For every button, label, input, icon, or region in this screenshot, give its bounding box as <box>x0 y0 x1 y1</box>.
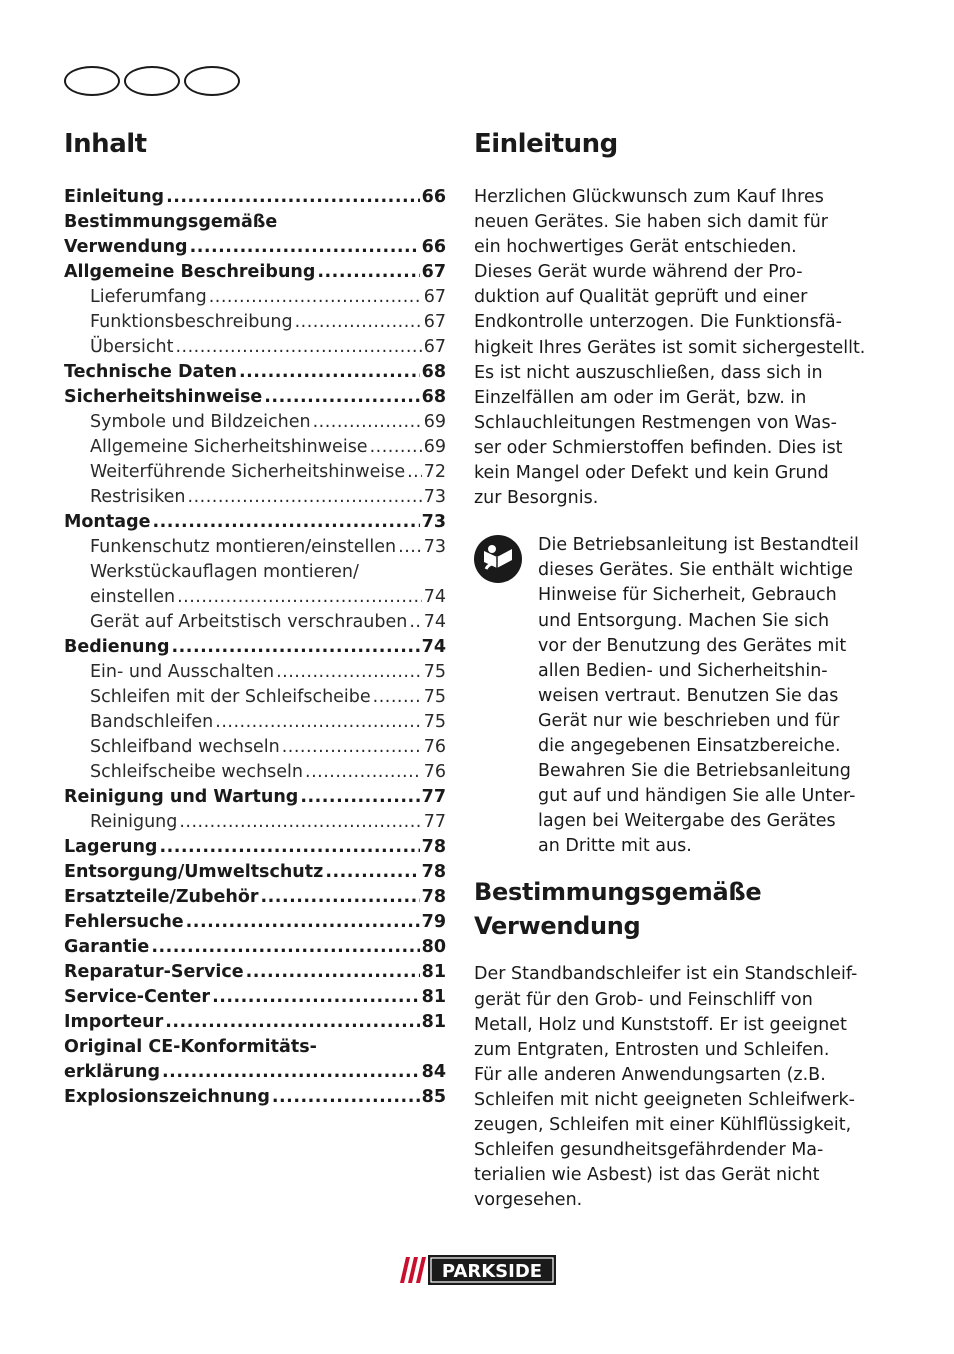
toc-entry-label: Weiterführende Sicherheitshinweise <box>90 462 406 482</box>
toc-entry-page: 67 <box>423 337 446 357</box>
intro-text <box>474 185 866 511</box>
toc-leader-dots <box>151 935 419 960</box>
toc-entry <box>64 260 446 285</box>
toc-entry-label: erklärung <box>64 1062 161 1082</box>
toc-entry-page: 67 <box>423 312 446 332</box>
toc-entry-label: Service-Center <box>64 987 211 1007</box>
toc-entry-page: 75 <box>423 687 446 707</box>
toc-entry-page: 80 <box>421 937 446 957</box>
intro-title: Einleitung <box>474 129 618 159</box>
toc-entry-page: 76 <box>423 762 446 782</box>
toc-entry-label: Bandschleifen <box>90 712 214 732</box>
intro-line: Dieses Gerät wurde während der Pro- <box>474 262 803 283</box>
toc-entry <box>64 610 446 635</box>
usage-line: Für alle anderen Anwendungsarten (z.B. <box>474 1064 826 1085</box>
toc-leader-dots <box>179 810 421 835</box>
notice-line: an Dritte mit aus. <box>538 836 692 857</box>
toc-entry-page: 81 <box>421 962 446 982</box>
toc-entry-page: 78 <box>421 862 446 882</box>
usage-section <box>474 875 866 1213</box>
toc-title: Inhalt <box>64 129 147 159</box>
toc-entry <box>64 885 446 910</box>
toc-leader-dots <box>165 1010 419 1035</box>
toc-entry-page: 75 <box>423 662 446 682</box>
toc-entry <box>64 360 446 385</box>
toc-entry <box>64 760 446 785</box>
usage-line: vorgesehen. <box>474 1190 583 1211</box>
notice-line: vor der Benutzung des Gerätes mit <box>538 635 847 656</box>
toc-entry <box>64 1010 446 1035</box>
toc-entry-label: Lagerung <box>64 837 158 857</box>
toc-leader-dots <box>313 410 422 435</box>
language-oval <box>184 66 240 96</box>
usage-line: zeugen, Schleifen mit einer Kühlflüssigkeit, <box>474 1115 852 1135</box>
language-oval <box>124 66 180 96</box>
toc-leader-dots <box>162 1060 420 1085</box>
manual-notice <box>474 533 866 859</box>
toc-entry-label: Lieferumfang <box>90 287 207 307</box>
notice-line: Die Betriebsanleitung ist Bestandteil <box>538 535 859 556</box>
toc-entry <box>64 210 446 235</box>
toc-entry-label: Schleifscheibe wechseln <box>90 762 303 782</box>
toc-entry <box>64 660 446 685</box>
notice-line: Bewahren Sie die Betriebsanleitung <box>538 761 851 782</box>
toc-entry <box>64 685 446 710</box>
toc-leader-dots <box>246 960 420 985</box>
toc-entry-page: 79 <box>421 912 446 932</box>
logo-text: PARKSIDE <box>441 1261 543 1282</box>
toc-entry-label: einstellen <box>90 587 176 607</box>
toc-entry-page: 78 <box>421 837 446 857</box>
usage-line: Metall, Holz und Kunststoff. Er ist geeignet <box>474 1014 847 1035</box>
toc-entry-label: Schleifband wechseln <box>90 737 280 757</box>
toc-leader-dots <box>261 885 420 910</box>
toc-entry-page: 69 <box>423 437 446 457</box>
parkside-logo <box>398 1255 556 1285</box>
toc-leader-dots <box>188 485 422 510</box>
toc-entry-label: Fehlersuche <box>64 912 184 932</box>
toc-entry <box>64 585 446 610</box>
usage-title-line: Bestimmungsgemäße <box>474 878 762 907</box>
toc-entry-label: Montage <box>64 512 151 532</box>
toc-entry <box>64 335 446 360</box>
language-oval <box>64 66 120 96</box>
toc-entry-label: Funktionsbeschreibung <box>90 312 293 332</box>
usage-line: Schleifen mit nicht geeigneten Schleifwerk- <box>474 1089 855 1110</box>
notice-line: allen Bedien- und Sicherheitshin- <box>538 660 828 681</box>
toc-leader-dots <box>239 360 420 385</box>
toc-leader-dots <box>276 660 422 685</box>
toc-entry-label: Explosionszeichnung <box>64 1087 270 1107</box>
toc-entry-label: Gerät auf Arbeitstisch verschrauben <box>90 612 408 632</box>
toc-entry <box>64 235 446 260</box>
toc-column <box>64 124 446 1110</box>
notice-line: lagen bei Weitergabe des Gerätes <box>538 811 836 832</box>
toc-entry-label: Übersicht <box>90 337 174 357</box>
intro-line: Schlauchleitungen Restmengen von Was- <box>474 412 837 433</box>
toc-leader-dots <box>215 710 421 735</box>
notice-line: dieses Gerätes. Sie enthält wichtige <box>538 560 854 581</box>
toc-entry-label: Ein- und Ausschalten <box>90 662 275 682</box>
toc-entry <box>64 185 446 210</box>
notice-line: Gerät nur wie beschrieben und für <box>538 710 840 731</box>
toc-leader-dots <box>212 985 420 1010</box>
content-column <box>474 124 866 1213</box>
toc-entry-page: 67 <box>423 287 446 307</box>
toc-entry-page: 66 <box>421 237 446 257</box>
toc-entry <box>64 535 446 560</box>
notice-text <box>538 533 866 859</box>
notice-line: und Entsorgung. Machen Sie sich <box>538 610 830 631</box>
toc-leader-dots <box>264 385 419 410</box>
toc-entry <box>64 710 446 735</box>
toc-entry-page: 85 <box>421 1087 446 1107</box>
toc-entry <box>64 935 446 960</box>
intro-line: Es ist nicht auszuschließen, dass sich in <box>474 362 823 383</box>
usage-line: Der Standbandschleifer ist ein Standschleif- <box>474 964 858 985</box>
toc-leader-dots <box>370 435 422 460</box>
toc-leader-dots <box>407 460 422 485</box>
toc-leader-dots <box>282 735 422 760</box>
usage-text <box>474 962 866 1213</box>
toc-entry <box>64 485 446 510</box>
toc-entry-page: 73 <box>423 537 446 557</box>
toc-leader-dots <box>317 260 419 285</box>
intro-line: duktion auf Qualität geprüft und einer <box>474 287 808 308</box>
read-manual-icon <box>474 535 522 583</box>
toc-leader-dots <box>295 310 422 335</box>
toc-entry-label: Restrisiken <box>90 487 186 507</box>
toc-entry-page: 72 <box>423 462 446 482</box>
toc-entry <box>64 460 446 485</box>
toc-entry <box>64 310 446 335</box>
intro-line: Endkontrolle unterzogen. Die Funktionsfä- <box>474 312 842 333</box>
toc-entry-label: Ersatzteile/Zubehör <box>64 887 259 907</box>
toc-leader-dots <box>166 185 420 210</box>
toc-entry-label: Funkenschutz montieren/einstellen <box>90 537 397 557</box>
toc-entry-label: Importeur <box>64 1012 164 1032</box>
toc-entry-page: 68 <box>421 362 446 382</box>
toc-leader-dots <box>175 335 421 360</box>
toc-entry-page: 84 <box>421 1062 446 1082</box>
toc-entry <box>64 1060 446 1085</box>
toc-entry-page: 66 <box>421 187 446 207</box>
toc-entry <box>64 510 446 535</box>
toc-entry-page: 81 <box>421 987 446 1007</box>
toc-entry-label: Symbole und Bildzeichen <box>90 412 311 432</box>
toc-entry <box>64 635 446 660</box>
toc-entry-label: Verwendung <box>64 237 188 257</box>
toc-leader-dots <box>186 910 420 935</box>
toc-leader-dots <box>325 860 419 885</box>
toc-entry-page: 74 <box>423 587 446 607</box>
toc-entry <box>64 435 446 460</box>
usage-line: gerät für den Grob- und Feinschliff von <box>474 989 813 1010</box>
toc-entry-label: Reinigung und Wartung <box>64 787 299 807</box>
toc-entry <box>64 1085 446 1110</box>
toc-entry <box>64 285 446 310</box>
toc-entry-page: 69 <box>423 412 446 432</box>
toc-entry-page: 76 <box>423 737 446 757</box>
intro-line: Einzelfällen am oder im Gerät, bzw. in <box>474 387 807 408</box>
toc-entry-label: Bestimmungsgemäße <box>64 212 278 232</box>
toc-entry <box>64 960 446 985</box>
usage-line: zum Entgraten, Entrosten und Schleifen. <box>474 1039 830 1060</box>
toc-entry-label: Allgemeine Sicherheitshinweise <box>90 437 368 457</box>
toc-entry-page: 81 <box>421 1012 446 1032</box>
toc-leader-dots <box>398 535 422 560</box>
toc-entry <box>64 810 446 835</box>
toc-entry-page: 74 <box>421 637 446 657</box>
intro-line: ein hochwertiges Gerät entschieden. <box>474 237 797 258</box>
toc-entry-page: 73 <box>421 512 446 532</box>
toc-entry-label: Bedienung <box>64 637 170 657</box>
toc-entry-page: 75 <box>423 712 446 732</box>
toc-entry-label: Schleifen mit der Schleifscheibe <box>90 687 371 707</box>
toc-entry-label: Technische Daten <box>64 362 238 382</box>
toc-entry-label: Garantie <box>64 937 150 957</box>
toc-leader-dots <box>159 835 419 860</box>
toc-entry-label: Entsorgung/Umweltschutz <box>64 862 324 882</box>
toc-entry <box>64 560 446 585</box>
intro-line: kein Mangel oder Defekt und kein Grund <box>474 463 829 484</box>
toc-leader-dots <box>409 610 421 635</box>
toc-leader-dots <box>172 635 420 660</box>
intro-line: Herzlichen Glückwunsch zum Kauf Ihres <box>474 187 824 207</box>
toc-leader-dots <box>152 510 419 535</box>
toc-entry-label: Reinigung <box>90 812 178 832</box>
toc-entry-page: 77 <box>423 812 446 832</box>
toc-entry <box>64 1035 446 1060</box>
toc-entry-label: Reparatur-Service <box>64 962 244 982</box>
toc-entry-page: 67 <box>421 262 446 282</box>
toc-entry-label: Allgemeine Beschreibung <box>64 262 316 282</box>
usage-title-line: Verwendung <box>474 912 641 941</box>
toc-entry <box>64 910 446 935</box>
toc-entry <box>64 785 446 810</box>
toc-leader-dots <box>177 585 422 610</box>
intro-line: ser oder Schmierstoffen befinden. Dies ist <box>474 437 843 458</box>
toc-entry-label: Original CE-Konformitäts- <box>64 1037 317 1057</box>
toc-entry-page: 74 <box>423 612 446 632</box>
usage-line: Schleifen gesundheitsgefährdender Ma- <box>474 1140 824 1161</box>
notice-line: gut auf und händigen Sie alle Unter- <box>538 786 856 807</box>
toc-leader-dots <box>190 235 420 260</box>
notice-line: die angegebenen Einsatzbereiche. <box>538 735 841 756</box>
toc-entry <box>64 385 446 410</box>
notice-line: Hinweise für Sicherheit, Gebrauch <box>538 585 837 606</box>
toc-leader-dots <box>373 685 422 710</box>
toc-leader-dots <box>300 785 419 810</box>
toc-entry <box>64 410 446 435</box>
toc-entry-page: 73 <box>423 487 446 507</box>
toc-list <box>64 185 446 1110</box>
toc-entry-label: Einleitung <box>64 187 165 207</box>
usage-title <box>474 875 866 943</box>
intro-line: neuen Gerätes. Sie haben sich damit für <box>474 212 828 233</box>
toc-entry <box>64 985 446 1010</box>
intro-line: zur Besorgnis. <box>474 488 599 509</box>
intro-line: higkeit Ihres Gerätes ist somit sichergestellt. <box>474 337 866 358</box>
toc-entry <box>64 735 446 760</box>
toc-entry-page: 68 <box>421 387 446 407</box>
toc-entry <box>64 835 446 860</box>
toc-entry <box>64 860 446 885</box>
toc-entry-page: 77 <box>421 787 446 807</box>
toc-leader-dots <box>209 285 422 310</box>
toc-entry-label: Werkstückauflagen montieren/ <box>90 562 359 582</box>
language-ovals <box>64 66 240 96</box>
toc-entry-label: Sicherheitshinweise <box>64 387 263 407</box>
usage-line: terialien wie Asbest) ist das Gerät nicht <box>474 1165 820 1186</box>
toc-entry-page: 78 <box>421 887 446 907</box>
notice-line: weisen vertraut. Benutzen Sie das <box>538 685 839 706</box>
toc-leader-dots <box>272 1085 420 1110</box>
toc-leader-dots <box>305 760 422 785</box>
